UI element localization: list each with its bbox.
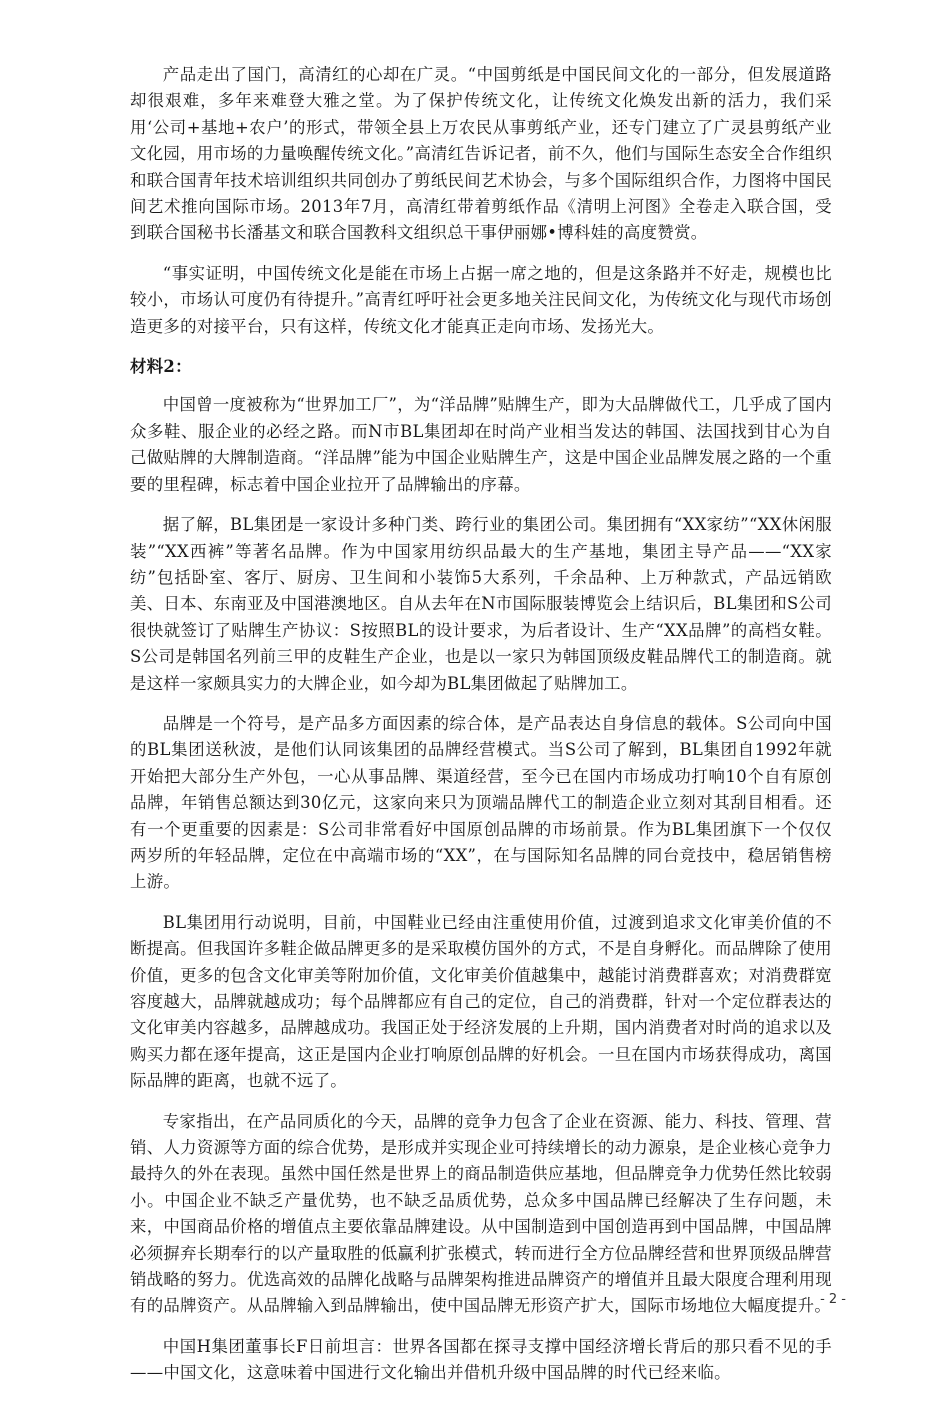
paragraph-traditional-culture-market: “事实证明，中国传统文化是能在市场上占据一席之地的，但是这条路并不好走，规模也比较小，市场认可度仍有待提升。”高青红呼吁社会更多地关注民间文化，为传统文化与现代市场创造更多的对接平台，只有这样，传统文化才能真正走向市场、发扬光大。 xyxy=(130,263,832,336)
paragraph-paper-cutting-culture: 产品走出了国门，高清红的心却在广灵。“中国剪纸是中国民间文化的一部分，但发展道路却很艰难，多年来难登大雅之堂。为了保护传统文化，让传统文化焕发出新的活力，我们采用‘公司+基地+农户’的形式，带领全县上万农民从事剪纸产业，还专门建立了广灵县剪纸产业文化园，用市场的力量唤醒传统文化。”高清红告诉记者，前不久，他们与国际生态安全合作组织和联合国青年技术培训组织共同创办了剪纸民间艺术协会，与多个国际组织合作，力图将中国民间艺术推向国际市场。2013年7月，高清红带着剪纸作品《清明上河图》全卷走入联合国，受到联合国秘书长潘基文和联合国教科文组织总干事伊丽娜•博科娃的高度赞赏。 xyxy=(130,65,832,243)
paragraph-expert-opinion: 专家指出，在产品同质化的今天，品牌的竞争力包含了企业在资源、能力、科技、管理、营销、人力资源等方面的综合优势，是形成并实现企业可持续增长的动力源泉，是企业核心竞争力最持久的外在表现。虽然中国任然是世界上的商品制造供应基地，但品牌竞争力优势任然比较弱小。中国企业不缺乏产量优势，也不缺乏品质优势，总众多中国品牌已经解决了生存问题，未来，中国商品价格的增值点主要依靠品牌建设。从中国制造到中国创造再到中国品牌，中国品牌必须摒弃长期奉行的以产量取胜的低赢利扩张模式，转而进行全方位品牌经营和世界顶级品牌营销战略的努力。优选高效的品牌化战略与品牌架构推进品牌资产的增值并且最大限度合理利用现有的品牌资产。从品牌输入到品牌输出，使中国品牌无形资产扩大，国际市场地位大幅度提升。 xyxy=(130,1111,832,1316)
paragraph-brand-symbol: 品牌是一个符号，是产品多方面因素的综合体，是产品表达自身信息的载体。S公司向中国的BL集团送秋波，是他们认同该集团的品牌经营模式。当S公司了解到，BL集团自1992年就开始把大部分生产外包，一心从事品牌、渠道经营，至今已在国内市场成功打响10个自有原创品牌，年销售总额达到30亿元，这家向来只为顶端品牌代工的制造企业立刻对其刮目相看。还有一个更重要的因素是：S公司非常看好中国原创品牌的市场前景。作为BL集团旗下一个仅仅两岁所的年轻品牌，定位在中高端市场的“XX”，在与国际知名品牌的同台竞技中，稳居销售榜上游。 xyxy=(130,713,832,892)
paragraph-bl-group-intro: 据了解，BL集团是一家设计多种门类、跨行业的集团公司。集团拥有“XX家纺”“XX休闲服装”“XX西裤”等著名品牌。作为中国家用纺织品最大的生产基地，集团主导产品——“XX家纺”包括卧室、客厅、厨房、卫生间和小装饰5大系列，千余品种、上万种款式，产品远销欧美、日本、东南亚及中国港澳地区。自从去年在N市国际服装博览会上结识后，BL集团和S公司很快就签订了贴牌生产协议：S按照BL的设计要求，为后者设计、生产“XX品牌”的高档女鞋。S公司是韩国名列前三甲的皮鞋生产企业，也是以一家只为韩国顶级皮鞋品牌代工的制造商。就是这样一家颇具实力的大牌企业，如今却为BL集团做起了贴牌加工。 xyxy=(130,515,832,693)
paragraph-cultural-aesthetic-value: BL集团用行动说明，目前，中国鞋业已经由注重使用价值，过渡到追求文化审美价值的不断提高。但我国许多鞋企做品牌更多的是采取模仿国外的方式，不是自身孵化。而品牌除了使用价值，更多的包含文化审美等附加价值，文化审美价值越集中，越能讨消费群喜欢；对消费群宽容度越大，品牌就越成功；每个品牌都应有自己的定位，自己的消费群，针对一个定位群表达的文化审美内容越多，品牌越成功。我国正处于经济发展的上升期，国内消费者对时尚的追求以及购买力都在逐年提高，这正是国内企业打响原创品牌的好机会。一旦在国内市场获得成功，离国际品牌的距离，也就不远了。 xyxy=(130,912,832,1091)
paragraph-world-factory: 中国曾一度被称为“世界加工厂”，为“洋品牌”贴牌生产，即为大品牌做代工，几乎成了国内众多鞋、服企业的必经之路。而N市BL集团却在时尚产业相当发达的韩国、法国找到甘心为自己做贴牌的大牌制造商。“洋品牌”能为中国企业贴牌生产，这是中国企业品牌发展之路的一个重要的里程碑，标志着中国企业拉开了品牌输出的序幕。 xyxy=(130,395,832,494)
page-number: - 2 - xyxy=(820,1292,846,1307)
section-heading-material-2: 材料2： xyxy=(130,357,192,377)
paragraph-h-group-chairman: 中国H集团董事长F日前坦言：世界各国都在探寻支撑中国经济增长背后的那只看不见的手——中国文化，这意味着中国进行文化输出并借机升级中国品牌的时代已经来临。 xyxy=(130,1336,832,1383)
document-body xyxy=(130,62,832,1401)
